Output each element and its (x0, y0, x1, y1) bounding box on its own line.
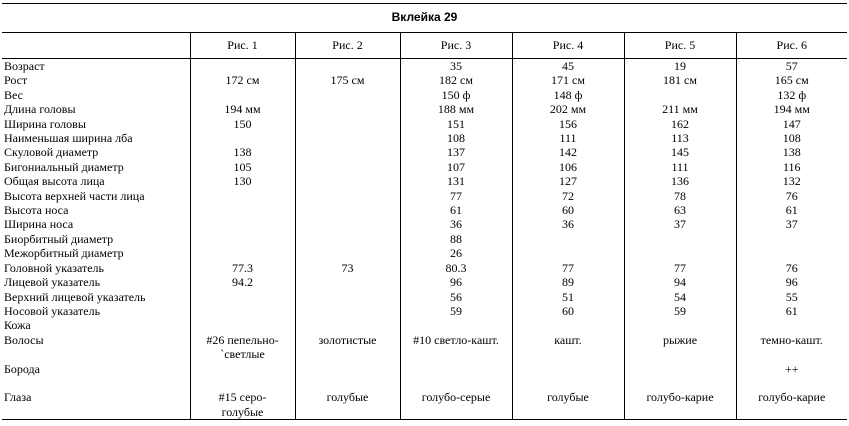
cell-value: 138 (233, 145, 252, 160)
cell-value: 36 (562, 217, 574, 232)
table-row (2, 232, 847, 246)
table-cell (400, 131, 512, 145)
cell-value: 165 см (774, 73, 809, 88)
table-cell (190, 390, 295, 419)
cell-value: 138 (782, 145, 801, 160)
cell-value: 113 (671, 131, 689, 146)
cell-value: 76 (785, 260, 798, 275)
table-cell (512, 246, 624, 260)
cell-value: 94.2 (232, 275, 253, 290)
row-label: Головной указатель (4, 260, 104, 275)
title-bar (2, 3, 847, 33)
column-header-fig-5: Рис. 5 (624, 32, 736, 59)
cell-value: 171 см (551, 73, 585, 88)
table-cell (295, 73, 400, 87)
cell-value: 202 мм (549, 102, 587, 117)
table-cell (295, 174, 400, 188)
cell-value: 80.3 (445, 260, 467, 275)
table-row (2, 362, 847, 391)
table-cell (295, 102, 400, 116)
row-label: Биорбитный диаметр (4, 231, 114, 246)
table-cell (736, 131, 847, 145)
row-label: Скуловой диаметр (4, 145, 99, 160)
table-cell (190, 160, 295, 174)
table-cell (736, 88, 847, 102)
cell-value: 136 (671, 174, 689, 189)
cell-value: #26 пепельно- `светлые (206, 332, 279, 362)
table-cell (512, 160, 624, 174)
row-label: Бигониальный диаметр (4, 159, 124, 174)
table-row (2, 318, 847, 332)
row-label: Вес (4, 87, 23, 102)
cell-value: 151 (447, 116, 465, 131)
row-label: Верхний лицевой указатель (4, 289, 146, 304)
cell-value: 77 (450, 188, 462, 203)
table-cell (512, 217, 624, 231)
row-label: Общая высота лица (4, 174, 105, 189)
table-cell (190, 275, 295, 289)
table-cell (624, 333, 736, 362)
row-label: Ширина носа (4, 217, 74, 232)
table-cell (624, 275, 736, 289)
table-cell (400, 174, 512, 188)
cell-value: кашт. (554, 332, 582, 347)
row-label: Волосы (4, 332, 44, 347)
cell-value: 162 (671, 116, 689, 131)
row-label: Носовой указатель (4, 303, 101, 318)
cell-value: темно-кашт. (760, 332, 823, 347)
table-cell (624, 362, 736, 391)
table-cell (400, 160, 512, 174)
table-cell (400, 232, 512, 246)
cell-value: 145 (671, 145, 689, 160)
cell-value: 132 (782, 174, 801, 189)
cell-value: 19 (674, 59, 686, 73)
cell-value: 150 (233, 116, 252, 131)
table-cell (624, 189, 736, 203)
table-cell (400, 261, 512, 275)
table-cell (400, 102, 512, 116)
table-cell (295, 232, 400, 246)
cell-value: 175 см (330, 73, 365, 88)
table-cell (400, 145, 512, 159)
table-cell (512, 333, 624, 362)
table-row (2, 117, 847, 131)
table-cell (624, 59, 736, 74)
row-label: Глаза (2, 390, 190, 419)
cell-value: золотистые (318, 332, 377, 347)
table-cell (400, 189, 512, 203)
table-cell (400, 217, 512, 231)
table-cell (736, 290, 847, 304)
column-header-fig-6: Рис. 6 (736, 32, 847, 59)
table-cell (400, 88, 512, 102)
table-cell (512, 261, 624, 275)
table-cell (190, 362, 295, 391)
table-cell (624, 145, 736, 159)
table-cell (736, 102, 847, 116)
cell-value: 150 ф (441, 87, 471, 102)
cell-value: 106 (559, 159, 577, 174)
table-cell (512, 117, 624, 131)
table-cell (624, 318, 736, 332)
cell-value: 59 (450, 303, 462, 318)
cell-value: 78 (674, 188, 686, 203)
table-cell (190, 318, 295, 332)
column-header-fig-3: Рис. 3 (400, 32, 512, 59)
cell-value: голубо-серые (421, 390, 491, 405)
table-cell (736, 160, 847, 174)
table-cell (295, 390, 400, 419)
table-cell (400, 203, 512, 217)
cell-value: ++ (784, 361, 799, 376)
cell-value: 172 см (225, 73, 260, 88)
cell-value: 61 (785, 303, 798, 318)
table-cell (512, 362, 624, 391)
table-row (2, 390, 847, 419)
row-label: Ширина головы (4, 116, 86, 131)
table-row (2, 304, 847, 318)
cell-value: 107 (447, 159, 465, 174)
table-row (2, 88, 847, 102)
cell-value: 108 (447, 131, 465, 146)
measurements-table (2, 32, 847, 420)
cell-value: голубо-карие (646, 390, 714, 405)
table-cell (736, 333, 847, 362)
cell-value: 60 (562, 203, 574, 218)
table-cell (295, 217, 400, 231)
cell-value: 51 (562, 289, 574, 304)
cell-value: 73 (341, 260, 354, 275)
table-cell (295, 362, 400, 391)
cell-value: 111 (671, 159, 689, 174)
table-row (2, 73, 847, 87)
table-cell (400, 290, 512, 304)
row-label: Наименьшая ширина лба (4, 131, 133, 146)
table-cell (624, 261, 736, 275)
table-row (2, 131, 847, 145)
header-corner (2, 32, 190, 59)
table-cell (624, 117, 736, 131)
table-cell (295, 304, 400, 318)
table-cell (190, 174, 295, 188)
table-cell (400, 362, 512, 391)
table-cell (400, 304, 512, 318)
table-cell (624, 174, 736, 188)
cell-value: 45 (562, 59, 574, 73)
table-row (2, 102, 847, 116)
cell-value: голубые (547, 390, 589, 405)
cell-value: 96 (450, 275, 462, 290)
table-cell (624, 232, 736, 246)
table-cell (400, 73, 512, 87)
cell-value: рыжие (662, 332, 698, 347)
table-cell (190, 59, 295, 74)
table-cell (295, 189, 400, 203)
table-cell (295, 275, 400, 289)
table-cell (190, 290, 295, 304)
cell-value: 132 ф (777, 87, 807, 102)
table-cell (624, 203, 736, 217)
plate-title: Вклейка 29 (391, 10, 458, 24)
table-cell (736, 232, 847, 246)
table-row (2, 189, 847, 203)
table-cell (512, 232, 624, 246)
table-cell (190, 189, 295, 203)
table-cell (512, 59, 624, 74)
table-cell (736, 59, 847, 74)
table-cell (736, 174, 847, 188)
table-cell (190, 304, 295, 318)
cell-value: 130 (233, 174, 252, 189)
table-cell (736, 390, 847, 419)
table-cell (190, 73, 295, 87)
table-cell (624, 217, 736, 231)
table-cell (624, 131, 736, 145)
table-cell (736, 362, 847, 391)
table-cell (512, 88, 624, 102)
cell-value: 131 (447, 174, 465, 189)
cell-value: 61 (785, 203, 798, 218)
cell-value: 37 (674, 217, 686, 232)
table-cell (624, 246, 736, 260)
row-label: Высота верхней части лица (4, 188, 145, 203)
table-row (2, 145, 847, 159)
cell-value: #15 серо- голубые (218, 390, 267, 419)
table-cell (624, 290, 736, 304)
table-cell (736, 246, 847, 260)
table-cell (736, 117, 847, 131)
table-cell (295, 261, 400, 275)
table-cell (295, 160, 400, 174)
table-cell (400, 59, 512, 74)
table-body (2, 59, 847, 420)
cell-value: 194 мм (224, 102, 261, 117)
table-cell (295, 145, 400, 159)
table-cell (190, 246, 295, 260)
cell-value: 63 (674, 203, 686, 218)
cell-value: 61 (450, 203, 462, 218)
table-cell (512, 390, 624, 419)
table-cell (736, 318, 847, 332)
table-cell (512, 318, 624, 332)
cell-value: 77 (674, 260, 686, 275)
table-cell (736, 261, 847, 275)
table-row (2, 59, 847, 74)
table-cell (512, 73, 624, 87)
row-label: Кожа (4, 318, 31, 333)
cell-value: 56 (450, 289, 462, 304)
table-cell (512, 131, 624, 145)
table-cell (295, 246, 400, 260)
table-cell (295, 117, 400, 131)
row-label: Борода (4, 361, 40, 376)
cell-value: 116 (782, 159, 801, 174)
cell-value: 96 (785, 275, 798, 290)
table-cell (624, 160, 736, 174)
table-row (2, 333, 847, 362)
row-label: Лицевой указатель (4, 275, 101, 290)
cell-value: 26 (450, 246, 462, 261)
table-cell (190, 203, 295, 217)
table-cell (190, 117, 295, 131)
cell-value: 181 см (663, 73, 697, 88)
table-cell (400, 117, 512, 131)
table-cell (295, 203, 400, 217)
cell-value: 37 (785, 217, 798, 232)
table-cell (512, 304, 624, 318)
cell-value: 182 см (439, 73, 473, 88)
cell-value: 108 (782, 131, 801, 146)
table-cell (400, 246, 512, 260)
table-cell (400, 390, 512, 419)
table-row (2, 174, 847, 188)
cell-value: #10 светло-кашт. (413, 332, 499, 347)
cell-value: 142 (559, 145, 577, 160)
table-cell (736, 73, 847, 87)
table-cell (736, 145, 847, 159)
table-cell (190, 131, 295, 145)
table-cell (624, 390, 736, 419)
table-row (2, 290, 847, 304)
table-cell (295, 290, 400, 304)
table-cell (512, 203, 624, 217)
cell-value: голубые (326, 390, 369, 405)
cell-value: голубо-карие (758, 390, 826, 405)
table-cell (295, 131, 400, 145)
cell-value: 77.3 (232, 260, 253, 275)
table-cell (624, 73, 736, 87)
cell-value: 59 (674, 303, 686, 318)
table-cell (512, 145, 624, 159)
table-cell (400, 333, 512, 362)
table-cell (190, 217, 295, 231)
column-header-fig-1: Рис. 1 (190, 32, 295, 59)
cell-value: 60 (562, 303, 574, 318)
table-cell (512, 102, 624, 116)
cell-value: 148 ф (553, 87, 583, 102)
table-row (2, 217, 847, 231)
cell-value: 76 (785, 188, 798, 203)
table-cell (190, 102, 295, 116)
row-label: Рост (4, 73, 28, 88)
cell-value: 35 (450, 59, 462, 73)
table-cell (736, 217, 847, 231)
plate-page (2, 3, 847, 425)
table-cell (624, 88, 736, 102)
table-cell (295, 333, 400, 362)
cell-value: 127 (559, 174, 577, 189)
table-cell (736, 275, 847, 289)
cell-value: 137 (447, 145, 465, 160)
table-row (2, 160, 847, 174)
table-cell (512, 290, 624, 304)
cell-value: 105 (233, 159, 252, 174)
table-cell (190, 333, 295, 362)
cell-value: 88 (450, 231, 462, 246)
table-cell (190, 88, 295, 102)
table-cell (190, 232, 295, 246)
cell-value: 72 (562, 188, 574, 203)
table-row (2, 203, 847, 217)
cell-value: 89 (562, 275, 574, 290)
cell-value: 55 (785, 289, 798, 304)
column-header-fig-4: Рис. 4 (512, 32, 624, 59)
table-cell (295, 59, 400, 74)
table-cell (190, 145, 295, 159)
table-row (2, 246, 847, 260)
cell-value: 188 мм (437, 102, 475, 117)
table-cell (624, 304, 736, 318)
table-cell (400, 318, 512, 332)
cell-value: 57 (785, 59, 798, 73)
cell-value: 54 (674, 289, 686, 304)
table-cell (400, 275, 512, 289)
table-header-row (2, 32, 847, 59)
table-cell (295, 318, 400, 332)
table-cell (190, 261, 295, 275)
table-row (2, 275, 847, 289)
table-row (2, 261, 847, 275)
table-cell (736, 189, 847, 203)
table-cell (736, 304, 847, 318)
row-label: Межорбитный диаметр (4, 246, 124, 261)
table-cell (624, 102, 736, 116)
row-label: Длина головы (4, 102, 76, 117)
cell-value: 111 (559, 131, 577, 146)
table-cell (512, 174, 624, 188)
cell-value: 194 мм (773, 102, 810, 117)
row-label: Высота носа (4, 203, 69, 218)
cell-value: 36 (450, 217, 462, 232)
cell-value: 211 мм (662, 102, 698, 117)
cell-value: 156 (559, 116, 577, 131)
column-header-fig-2: Рис. 2 (295, 32, 400, 59)
table-cell (736, 203, 847, 217)
cell-value: 94 (674, 275, 686, 290)
table-cell (512, 275, 624, 289)
table-cell (295, 88, 400, 102)
cell-value: 77 (562, 260, 574, 275)
table-cell (512, 189, 624, 203)
row-label: Возраст (4, 59, 45, 73)
cell-value: 147 (782, 116, 801, 131)
